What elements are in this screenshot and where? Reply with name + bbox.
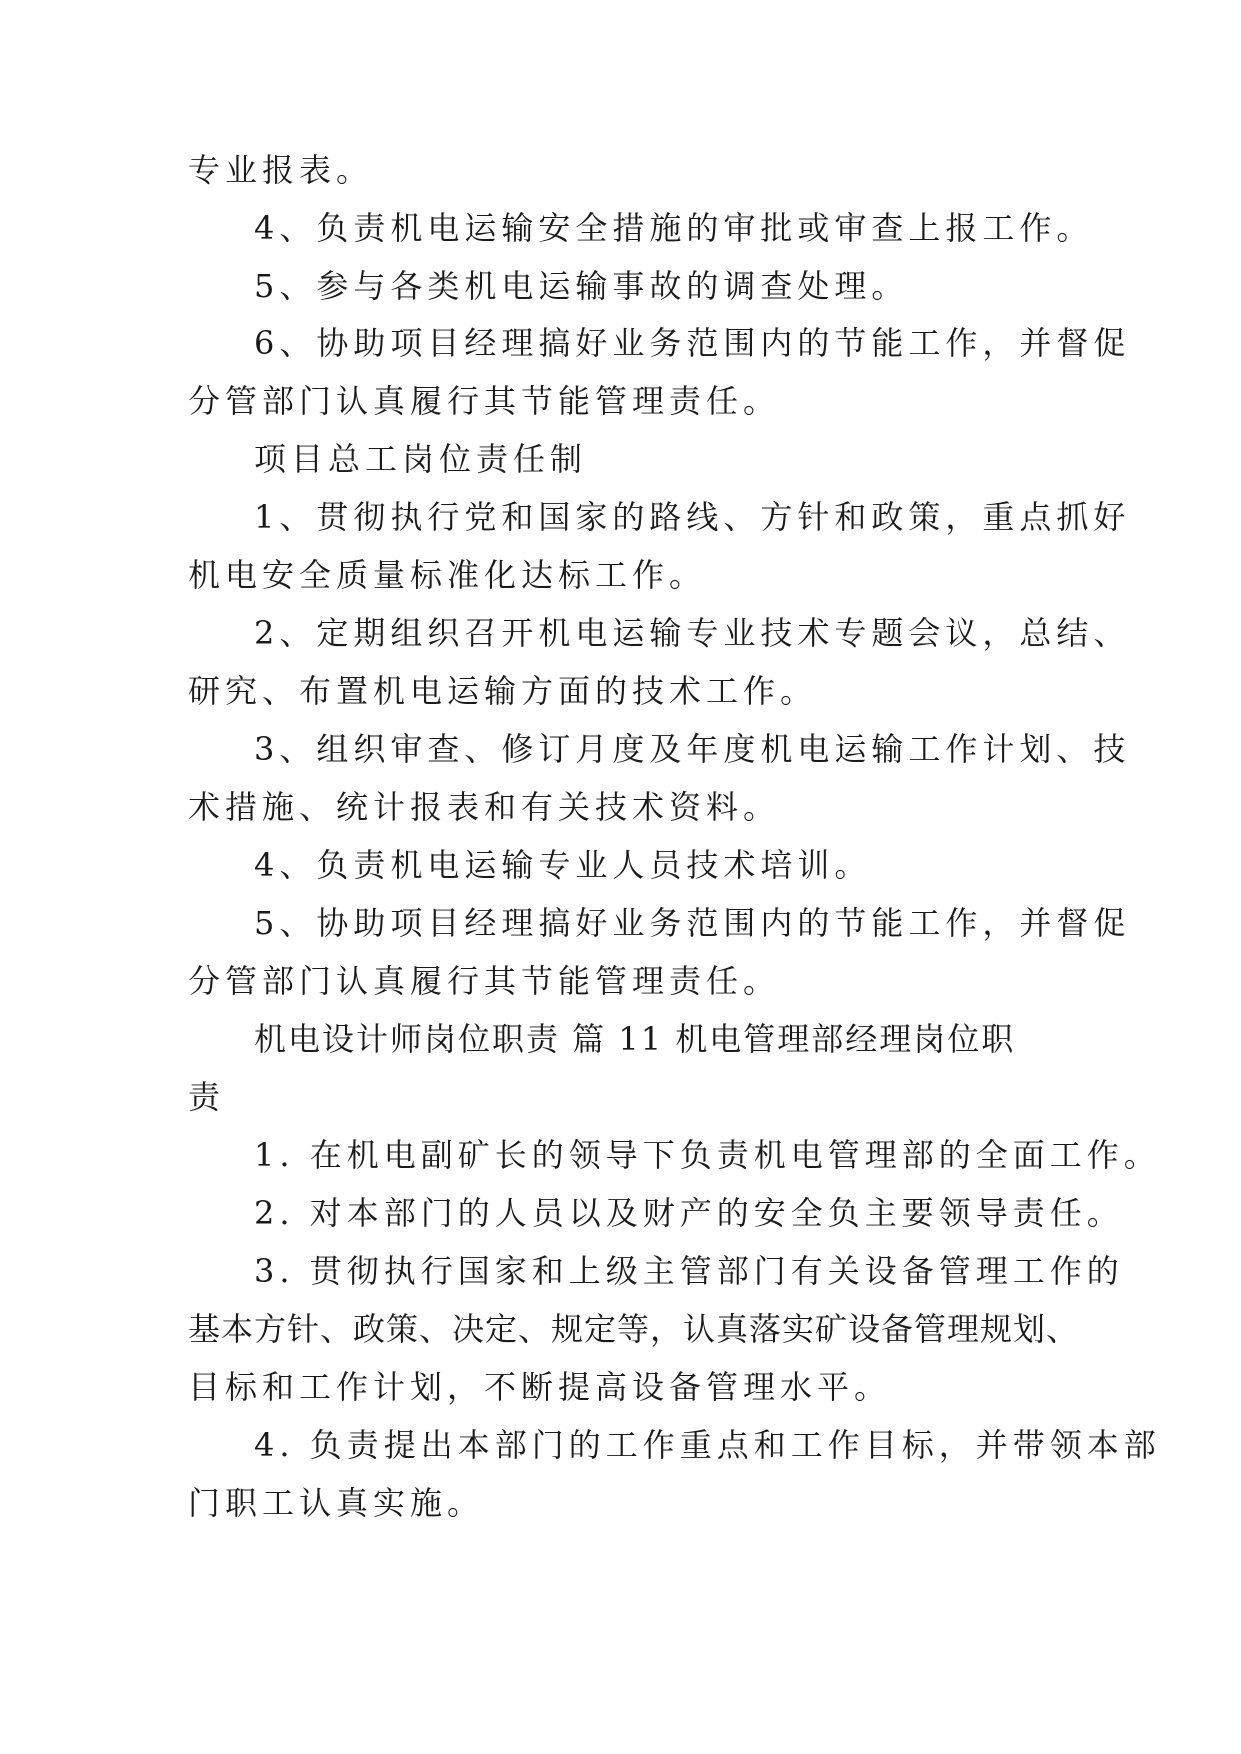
text-line: 4. 负责提出本部门的工作重点和工作目标，并带领本部 bbox=[254, 1426, 1161, 1464]
section-heading: 项目总工岗位责任制 bbox=[254, 440, 588, 478]
text-line: 4、负责机电运输安全措施的审批或审查上报工作。 bbox=[254, 209, 1094, 247]
text-line: 分管部门认真履行其节能管理责任。 bbox=[188, 962, 781, 1000]
text-line: 5、参与各类机电运输事故的调查处理。 bbox=[254, 267, 909, 305]
text-line: 1、贯彻执行党和国家的路线、方针和政策，重点抓好 bbox=[254, 498, 1131, 536]
section-heading: 机电设计师岗位职责 篇 11 机电管理部经理岗位职 bbox=[254, 1020, 1016, 1058]
text-line: 门职工认真实施。 bbox=[188, 1484, 485, 1522]
text-line: 4、负责机电运输专业人员技术培训。 bbox=[254, 846, 872, 884]
text-line: 3、组织审查、修订月度及年度机电运输工作计划、技 bbox=[254, 730, 1131, 768]
text-line: 研究、布置机电运输方面的技术工作。 bbox=[188, 672, 818, 710]
text-line: 基本方针、政策、决定、规定等，认真落实矿设备管理规划、 bbox=[188, 1310, 1080, 1348]
text-line: 2、定期组织召开机电运输专业技术专题会议，总结、 bbox=[254, 614, 1131, 652]
text-line: 机电安全质量标准化达标工作。 bbox=[188, 556, 707, 594]
text-line: 6、协助项目经理搞好业务范围内的节能工作，并督促 bbox=[254, 324, 1131, 362]
text-line: 责 bbox=[188, 1078, 226, 1116]
text-line: 目标和工作计划，不断提高设备管理水平。 bbox=[188, 1368, 892, 1406]
text-line: 术措施、统计报表和有关技术资料。 bbox=[188, 788, 781, 826]
text-line: 1. 在机电副矿长的领导下负责机电管理部的全面工作。 bbox=[254, 1136, 1161, 1174]
text-line: 专业报表。 bbox=[188, 151, 374, 189]
text-line: 5、协助项目经理搞好业务范围内的节能工作，并督促 bbox=[254, 904, 1131, 942]
text-line: 2. 对本部门的人员以及财产的安全负主要领导责任。 bbox=[254, 1194, 1124, 1232]
text-line: 3. 贯彻执行国家和上级主管部门有关设备管理工作的 bbox=[254, 1252, 1124, 1290]
text-line: 分管部门认真履行其节能管理责任。 bbox=[188, 382, 781, 420]
